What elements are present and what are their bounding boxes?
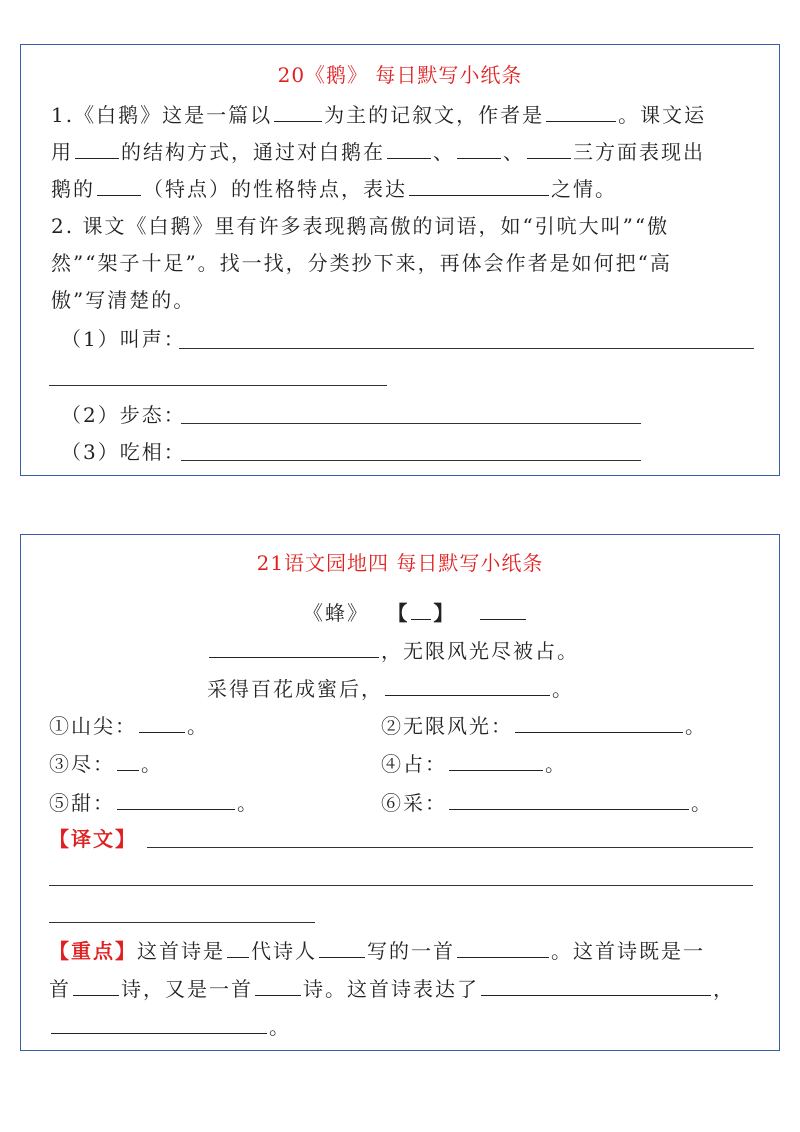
poem-text: 。 <box>552 677 574 701</box>
q2-line2: 然”“架子十足”。找一找，分类抄下来，再体会作者是如何把“高 <box>51 251 672 275</box>
answer-blank[interactable] <box>411 618 431 620</box>
answer-line[interactable] <box>49 885 753 886</box>
poem-line1 <box>207 635 579 664</box>
answer-blank[interactable] <box>209 656 379 658</box>
word-label: ③尽： <box>49 752 115 776</box>
period: 。 <box>237 791 259 815</box>
key-text: 。 <box>269 1015 291 1039</box>
word-label: ①山尖： <box>49 714 137 738</box>
period: 。 <box>691 791 713 815</box>
answer-line[interactable] <box>49 385 387 386</box>
answer-blank[interactable] <box>319 956 365 958</box>
q2-sub3-label: （3）吃相： <box>61 440 186 464</box>
poem-line2 <box>207 673 574 702</box>
word-label: ④占： <box>381 752 447 776</box>
answer-blank[interactable] <box>385 694 550 696</box>
poem-title-line <box>303 597 528 626</box>
poem-text: ，无限风光尽被占。 <box>381 639 579 663</box>
translation-label: 【译文】 <box>49 827 137 851</box>
answer-line[interactable] <box>49 922 315 923</box>
q1-text: 为主的记叙文，作者是 <box>324 103 545 127</box>
poem-title: 《蜂》 <box>303 601 369 625</box>
q2-line1: 2. 课文《白鹅》里有许多表现鹅高傲的词语，如“引吭大叫”“傲 <box>51 214 670 238</box>
answer-blank[interactable] <box>457 956 549 958</box>
key-text: 代诗人 <box>251 939 317 963</box>
answer-blank[interactable] <box>117 769 139 771</box>
key-label: 【重点】 <box>49 939 137 963</box>
answer-blank[interactable] <box>387 157 431 159</box>
answer-blank[interactable] <box>449 808 689 810</box>
q1-line3 <box>51 173 617 202</box>
answer-blank[interactable] <box>527 157 571 159</box>
q1-text: 之情。 <box>551 177 617 201</box>
q1-line1 <box>51 99 706 128</box>
q1-text: 1.《白鹅》这是一篇以 <box>51 103 273 127</box>
q1-text: 的结构方式，通过对白鹅在 <box>121 140 385 164</box>
word-item-5 <box>49 787 259 816</box>
word-label: ②无限风光： <box>381 714 513 738</box>
answer-blank[interactable] <box>480 618 526 620</box>
card2-title: 21语文园地四 每日默写小纸条 <box>256 551 544 575</box>
answer-blank[interactable] <box>97 194 141 196</box>
key-text: 。这首诗既是一 <box>551 939 705 963</box>
key-text: 这首诗是 <box>137 939 225 963</box>
q1-text: （特点）的性格特点，表达 <box>143 177 407 201</box>
key-text: ， <box>713 977 735 1001</box>
answer-line[interactable] <box>147 847 753 848</box>
answer-blank[interactable] <box>449 769 543 771</box>
key-text: 首 <box>49 977 71 1001</box>
poem-text: 采得百花成蜜后， <box>207 677 383 701</box>
key-text: 诗，又是一首 <box>121 977 253 1001</box>
answer-blank[interactable] <box>117 808 235 810</box>
period: 。 <box>685 714 707 738</box>
key-line3 <box>49 1011 291 1040</box>
key-line2 <box>49 973 735 1002</box>
q1-text: 鹅的 <box>51 177 95 201</box>
q1-text: 三方面表现出 <box>573 140 705 164</box>
key-text: 诗。这首诗表达了 <box>303 977 479 1001</box>
period: 。 <box>545 752 567 776</box>
period: 。 <box>187 714 209 738</box>
card1-title: 20《鹅》 每日默写小纸条 <box>277 63 523 87</box>
q1-line2 <box>51 136 705 165</box>
word-item-3 <box>49 748 163 777</box>
answer-blank[interactable] <box>51 1032 267 1034</box>
answer-blank[interactable] <box>409 194 549 196</box>
word-item-6 <box>381 787 713 816</box>
answer-blank[interactable] <box>546 120 616 122</box>
answer-blank[interactable] <box>481 994 711 996</box>
answer-blank[interactable] <box>75 157 119 159</box>
answer-blank[interactable] <box>255 994 301 996</box>
card-goose-dictation <box>20 44 780 476</box>
answer-blank[interactable] <box>457 157 501 159</box>
q1-text: 、 <box>503 140 525 164</box>
q2-sub1-label: （1）叫声： <box>61 327 186 351</box>
answer-blank[interactable] <box>274 120 322 122</box>
q1-text: 用 <box>51 140 73 164</box>
q1-text: 、 <box>433 140 455 164</box>
key-line1 <box>49 935 705 964</box>
period: 。 <box>141 752 163 776</box>
key-text: 写的一首 <box>367 939 455 963</box>
card-bee-dictation <box>20 534 780 1051</box>
author-bracket: 【 】 <box>387 601 456 625</box>
word-label: ⑤甜： <box>49 791 115 815</box>
word-item-1 <box>49 710 209 739</box>
answer-line[interactable] <box>179 348 754 349</box>
answer-blank[interactable] <box>227 956 249 958</box>
answer-blank[interactable] <box>139 731 185 733</box>
answer-blank[interactable] <box>515 731 683 733</box>
word-item-4 <box>381 748 567 777</box>
answer-line[interactable] <box>181 423 641 424</box>
word-item-2 <box>381 710 707 739</box>
q2-line3: 傲”写清楚的。 <box>51 288 196 312</box>
word-label: ⑥采： <box>381 791 447 815</box>
q1-text: 。课文运 <box>618 103 707 127</box>
answer-line[interactable] <box>181 460 641 461</box>
q2-sub2-label: （2）步态： <box>61 403 186 427</box>
answer-blank[interactable] <box>73 994 119 996</box>
